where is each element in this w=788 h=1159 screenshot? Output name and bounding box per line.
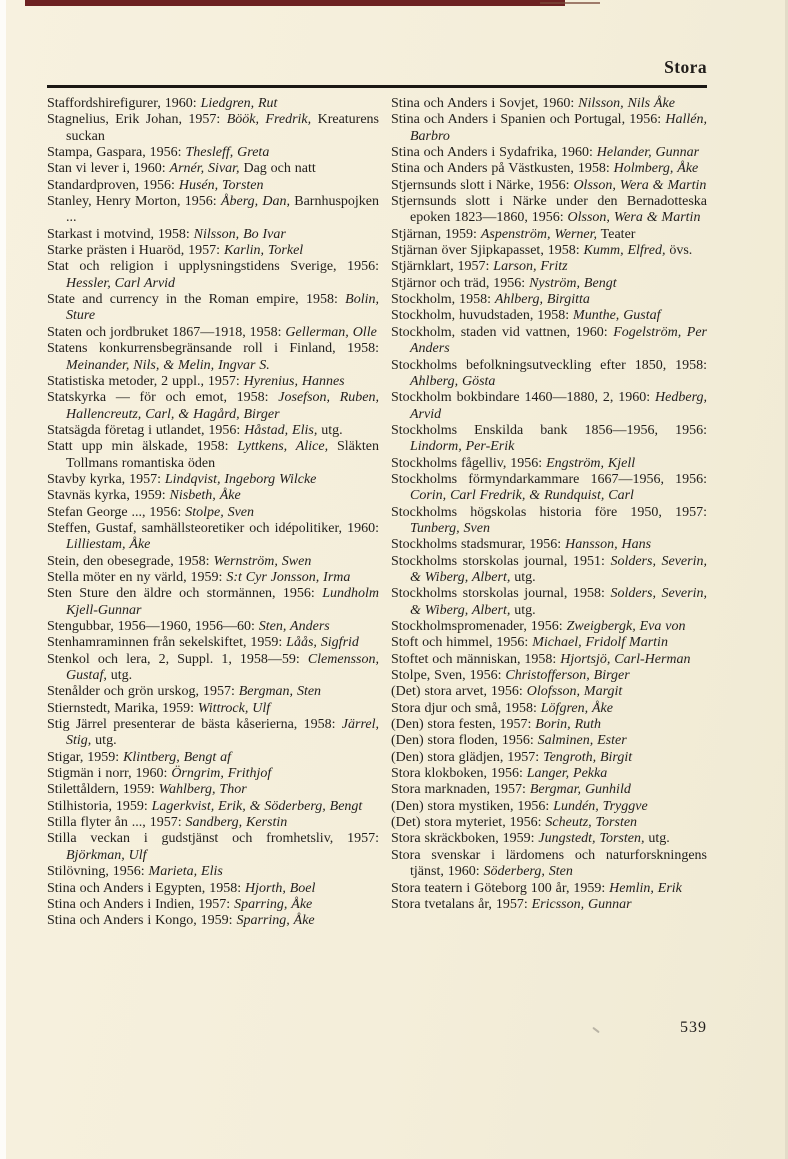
index-entry [391, 782, 707, 798]
entry-title-text: Stockholm, 1958: [391, 292, 495, 308]
entry-title-text: Stampa, Gaspara, 1956: [47, 145, 186, 161]
index-entry [47, 112, 379, 145]
entry-title-text: Stilettåldern, 1959: [47, 782, 159, 798]
entry-title-text: Stora svenskar i lärdomens och naturforskningens tjänst, 1960: [391, 847, 707, 880]
entry-title-text: Sten Sture den äldre och stormännen, 1956: [47, 586, 323, 602]
page-number: 539 [680, 1019, 707, 1036]
entry-title-text: Stein, den obesegrade, 1958: [47, 553, 214, 569]
entry-author-text: Åberg, Dan, [220, 194, 290, 210]
index-entry [47, 194, 379, 227]
index-entry [47, 472, 379, 488]
index-entry [47, 635, 379, 651]
entry-author-text: Husén, Torsten [178, 177, 264, 193]
footer [47, 1019, 707, 1037]
entry-author-text: Wittrock, Ulf [197, 700, 271, 716]
index-entry [47, 831, 379, 864]
entry-title-text: (Det) stora arvet, 1956: [391, 684, 527, 700]
entry-title-text: Stockholms stadsmurar, 1956: [391, 537, 566, 553]
entry-title-text: Statistiska metoder, 2 uppl., 1957: [47, 373, 244, 389]
index-entry [391, 766, 707, 782]
entry-title-text: Stengubbar, 1956—1960, 1956—60: [47, 619, 259, 634]
entry-title-text: utg. [106, 668, 133, 684]
index-entry [391, 292, 707, 308]
entry-author-text: Borin, Ruth [535, 717, 602, 733]
index-entry [391, 308, 707, 324]
entry-author-text: Lundén, Tryggve [553, 798, 648, 814]
entry-title-text: Stjernsunds slott i Närke under den Bernadotteska epoken 1823—1860, 1956: [391, 194, 707, 226]
entry-author-text: Fogelström, Per Anders [410, 324, 708, 357]
index-entry [391, 145, 707, 161]
entry-title-text: Barnhuspojken ... [66, 194, 379, 226]
index-entry [391, 635, 707, 651]
entry-author-text: Hyrenius, Hannes [243, 373, 345, 389]
entry-author-text: Hedberg, Arvid [410, 390, 707, 422]
entry-title-text: Stina och Anders i Egypten, 1958: [47, 880, 245, 896]
entry-title-text: utg. [510, 569, 536, 585]
entry-author-text: Ahlberg, Gösta [410, 373, 496, 389]
entry-author-text: Zweigbergk, Eva von [566, 619, 686, 634]
entry-title-text: övs. [665, 243, 693, 259]
entry-author-text: Örngrim, Frithjof [171, 766, 272, 782]
entry-author-text: Liedgren, Rut [200, 96, 278, 111]
entry-title-text: Stjärnklart, 1957: [391, 259, 494, 275]
index-entry [391, 848, 707, 881]
entry-title-text: Stina och Anders i Sydafrika, 1960: [391, 145, 597, 161]
entry-title-text: Stella möter en ny värld, 1959: [47, 569, 227, 585]
entry-title-text: Stora teatern i Göteborg 100 år, 1959: [391, 880, 610, 896]
entry-author-text: Lundholm Kjell-Gunnar [66, 586, 379, 618]
index-entry [47, 782, 379, 798]
entry-title-text: Starkast i motvind, 1958: [47, 226, 194, 242]
index-entry [47, 145, 379, 161]
entry-author-text: Christofferson, Birger [505, 668, 630, 684]
index-entry [391, 325, 707, 358]
entry-title-text: Stjärnan, 1959: [391, 226, 481, 242]
index-entry [391, 701, 707, 717]
entry-author-text: Olsson, Wera & Martin [573, 177, 707, 193]
entry-title-text: Stockholms förmyndarkammare 1667—1956, 1956: [391, 471, 707, 487]
entry-author-text: Nisbeth, Åke [169, 488, 241, 504]
header-rule [47, 85, 707, 88]
entry-author-text: Sparring, Åke [234, 896, 313, 912]
index-entry [47, 439, 379, 472]
entry-title-text: Stora skräckboken, 1959: [391, 831, 539, 847]
entry-author-text: Stolpe, Sven [185, 504, 255, 520]
index-entry [391, 652, 707, 668]
index-entry [391, 194, 707, 227]
entry-author-text: Lilliestam, Åke [66, 537, 151, 553]
entry-title-text: Stagnelius, Erik Johan, 1957: [47, 112, 227, 128]
entry-title-text: (Det) stora myteriet, 1956: [391, 815, 546, 831]
entry-author-text: Langer, Pekka [526, 766, 608, 782]
text-block [47, 46, 707, 930]
entry-author-text: Hessler, Carl Arvid [66, 275, 176, 291]
entry-author-text: Hemlin, Erik [609, 880, 682, 896]
entry-author-text: Solders, Severin, & Wiberg, Albert, [410, 553, 707, 585]
running-header-word: Stora [664, 57, 707, 77]
index-entry [391, 619, 707, 635]
entry-title-text: Standardproven, 1956: [47, 177, 179, 193]
index-entry [391, 96, 707, 112]
entry-author-text: Kumm, Elfred, [583, 243, 666, 259]
entry-author-text: Sten, Anders [258, 619, 330, 634]
index-entry [391, 897, 707, 913]
entry-title-text: Statsägda företag i utlandet, 1956: [47, 422, 245, 438]
entry-author-text: Klintberg, Bengt af [123, 749, 232, 765]
entry-author-text: Lyttkens, Alice, [237, 439, 329, 455]
left-column [47, 96, 379, 930]
index-entry [47, 864, 379, 880]
entry-author-text: Hansson, Hans [565, 537, 652, 553]
entry-author-text: Salminen, Ester [537, 733, 627, 749]
index-entry [47, 292, 379, 325]
index-entry [391, 390, 707, 423]
entry-author-text: Lindorm, Per-Erik [410, 439, 515, 455]
entry-title-text: Stan vi lever i, 1960: [47, 161, 170, 177]
entry-title-text: Steffen, Gustaf, samhällsteoretiker och idépolitiker, 1960: [47, 520, 379, 536]
entry-title-text: Kreaturens suckan [66, 112, 379, 144]
entry-title-text: (Den) stora festen, 1957: [391, 717, 536, 733]
entry-title-text: Stockholms befolkningsutveckling efter 1850, 1958: [391, 357, 707, 373]
entry-author-text: Engström, Kjell [546, 455, 636, 471]
index-entry [47, 619, 379, 635]
entry-title-text: Stora tvetalans år, 1957: [391, 896, 532, 912]
entry-title-text: Stockholm, staden vid vattnen, 1960: [391, 324, 614, 340]
entry-author-text: Solders, Severin, & Wiberg, Albert, [410, 586, 707, 618]
page-left-edge [0, 0, 6, 1159]
entry-author-text: Marieta, Elis [148, 864, 223, 880]
entry-author-text: Clemensson, Gustaf, [66, 651, 379, 684]
index-entry [391, 276, 707, 292]
index-entry [391, 684, 707, 700]
running-header [47, 46, 707, 78]
entry-title-text: State and currency in the Roman empire, 1958: [47, 292, 346, 308]
entry-author-text: Arnér, Sivar, [169, 161, 240, 177]
entry-author-text: S:t Cyr Jonsson, Irma [226, 569, 351, 585]
index-entry [47, 374, 379, 390]
entry-author-text: Thesleff, Greta [185, 145, 270, 161]
entry-title-text: Starke prästen i Huaröd, 1957: [47, 243, 224, 259]
index-entry [47, 815, 379, 831]
entry-author-text: Munthe, Gustaf [573, 308, 661, 324]
index-entry [391, 799, 707, 815]
entry-title-text: Stilövning, 1956: [47, 864, 149, 880]
entry-title-text: Stockholms storskolas journal, 1951: [391, 553, 611, 569]
entry-author-text: Låås, Sigfrid [286, 635, 359, 651]
entry-title-text: Stig Järrel presenterar de bästa kåserierna, 1958: [47, 717, 342, 733]
entry-title-text: Staffordshirefigurer, 1960: [47, 96, 201, 111]
entry-author-text: Nyström, Bengt [529, 275, 617, 291]
entry-title-text: Stora djur och små, 1958: [391, 700, 541, 716]
entry-title-text: Stenhamraminnen från sekelskiftet, 1959: [47, 635, 287, 651]
entry-author-text: Holmberg, Åke [613, 161, 699, 177]
entry-title-text: (Den) stora glädjen, 1957: [391, 749, 544, 765]
entry-author-text: Michael, Fridolf Martin [532, 635, 668, 651]
index-entry [391, 815, 707, 831]
scan-edge-strip [25, 0, 565, 6]
index-entry [391, 831, 707, 847]
entry-author-text: Wahlberg, Thor [158, 782, 247, 798]
entry-title-text: Stenålder och grön urskog, 1957: [47, 684, 239, 700]
entry-title-text: Staten och jordbruket 1867—1918, 1958: [47, 324, 286, 340]
entry-title-text: Stilhistoria, 1959: [47, 798, 152, 814]
entry-title-text: Stockholms fågelliv, 1956: [391, 455, 547, 471]
index-entry [47, 341, 379, 374]
entry-title-text: Teater [597, 226, 636, 242]
entry-title-text: Stockholm bokbindare 1460—1880, 2, 1960: [391, 390, 656, 406]
entry-author-text: Larson, Fritz [493, 259, 568, 275]
entry-title-text: (Den) stora mystiken, 1956: [391, 798, 554, 814]
entry-title-text: Statskyrka — för och emot, 1958: [47, 390, 279, 406]
entry-title-text: Stjärnan över Sjipkapasset, 1958: [391, 243, 584, 259]
entry-title-text: Stiernstedt, Marika, 1959: [47, 700, 198, 716]
entry-author-text: Wernström, Swen [213, 553, 312, 569]
right-column [391, 96, 707, 930]
index-entry [391, 750, 707, 766]
entry-title-text: Stanley, Henry Morton, 1956: [47, 194, 221, 210]
index-entry [391, 505, 707, 538]
entry-title-text: Stina och Anders i Indien, 1957: [47, 896, 235, 912]
entry-title-text: utg. [317, 422, 343, 438]
index-entry [47, 554, 379, 570]
entry-title-text: Stora klokboken, 1956: [391, 766, 527, 782]
index-entry [47, 684, 379, 700]
index-entry [47, 586, 379, 619]
entry-title-text: Stoftet och människan, 1958: [391, 651, 561, 667]
entry-title-text: utg. [510, 602, 536, 618]
entry-author-text: Meinander, Nils, & Melin, Ingvar S. [66, 357, 270, 373]
entry-title-text: Stina och Anders i Sovjet, 1960: [391, 96, 579, 111]
index-entry [391, 668, 707, 684]
entry-author-text: Hjorth, Boel [245, 880, 316, 896]
index-entry [391, 423, 707, 456]
index-entry [47, 717, 379, 750]
entry-title-text: Stockholms Enskilda bank 1856—1956, 1956: [391, 422, 707, 438]
entry-title-text: (Den) stora floden, 1956: [391, 733, 538, 749]
entry-author-text: Scheutz, Torsten [545, 815, 638, 831]
index-entry [391, 358, 707, 391]
index-entry [391, 881, 707, 897]
index-entry [47, 96, 379, 112]
entry-title-text: Statens konkurrensbegränsande roll i Finland, 1958: [47, 341, 379, 357]
entry-author-text: Bergman, Sten [238, 684, 322, 700]
entry-title-text: utg. [91, 733, 117, 749]
entry-author-text: Olofsson, Margit [526, 684, 623, 700]
entry-title-text: Stina och Anders i Spanien och Portugal, 1956: [391, 112, 666, 128]
index-entry [47, 227, 379, 243]
entry-title-text: Stigmän i norr, 1960: [47, 766, 172, 782]
entry-author-text: Böök, Fredrik, [226, 112, 312, 128]
index-entry [391, 586, 707, 619]
entry-title-text: Stoft och himmel, 1956: [391, 635, 533, 651]
scan-edge-strip-thin [540, 2, 600, 4]
index-entry [391, 554, 707, 587]
entry-title-text: Stolpe, Sven, 1956: [391, 668, 506, 684]
entry-author-text: Hjortsjö, Carl-Herman [560, 651, 691, 667]
index-entry [47, 243, 379, 259]
entry-author-text: Jungstedt, Torsten, [538, 831, 645, 847]
entry-author-text: Björkman, Ulf [66, 847, 147, 863]
entry-title-text: Stefan George ..., 1956: [47, 504, 186, 520]
entry-author-text: Helander, Gunnar [596, 145, 700, 161]
entry-author-text: Tengroth, Birgit [543, 749, 633, 765]
entry-title-text: utg. [644, 831, 670, 847]
entry-author-text: Bolin, Sture [66, 292, 379, 324]
index-entry [47, 390, 379, 423]
index-entry [47, 521, 379, 554]
entry-title-text: Stjärnor och träd, 1956: [391, 275, 530, 291]
entry-title-text: Stora marknaden, 1957: [391, 782, 530, 798]
index-entry [47, 505, 379, 521]
index-entry [47, 488, 379, 504]
index-entry [391, 161, 707, 177]
index-entry [47, 701, 379, 717]
entry-title-text: Stenkol och lera, 2, Suppl. 1, 1958—59: [47, 651, 308, 667]
index-entry [47, 881, 379, 897]
index-entry [391, 112, 707, 145]
entry-title-text: Stigar, 1959: [47, 749, 124, 765]
entry-title-text: Stavnäs kyrka, 1959: [47, 488, 170, 504]
entry-title-text: Stockholms storskolas journal, 1958: [391, 586, 611, 602]
entry-author-text: Sparring, Åke [236, 913, 315, 929]
index-entry [391, 472, 707, 505]
entry-title-text: Statt upp min älskade, 1958: [47, 439, 238, 455]
index-entry [47, 897, 379, 913]
entry-title-text: Stockholmspromenader, 1956: [391, 619, 567, 634]
entry-title-text: Stjernsunds slott i Närke, 1956: [391, 177, 574, 193]
entry-author-text: Ahlberg, Birgitta [494, 292, 590, 308]
entry-author-text: Gellerman, Olle [285, 324, 377, 340]
entry-title-text: Stat och religion i upplysningstidens Sverige, 1956: [47, 259, 379, 275]
entry-author-text: Löfgren, Åke [540, 700, 613, 716]
entry-title-text: Stina och Anders på Västkusten, 1958: [391, 161, 614, 177]
entry-title-text: Stina och Anders i Kongo, 1959: [47, 913, 237, 929]
index-entry [47, 259, 379, 292]
entry-author-text: Olsson, Wera & Martin [567, 210, 701, 226]
index-entry [47, 570, 379, 586]
entry-author-text: Lindqvist, Ingeborg Wilcke [164, 471, 317, 487]
index-entry [391, 227, 707, 243]
entry-author-text: Hallén, Barbro [410, 112, 707, 144]
entry-title-text: Stavby kyrka, 1957: [47, 471, 165, 487]
entry-title-text: Släkten Tollmans romantiska öden [66, 439, 379, 471]
index-entry [391, 537, 707, 553]
entry-author-text: Sandberg, Kerstin [185, 815, 288, 831]
entry-author-text: Lagerkvist, Erik, & Söderberg, Bengt [151, 798, 363, 814]
index-entry [47, 913, 379, 929]
entry-author-text: Håstad, Elis, [244, 422, 318, 438]
entry-author-text: Nilsson, Bo Ivar [193, 226, 286, 242]
entry-title-text: Stockholms högskolas historia före 1950, 1957: [391, 504, 707, 520]
index-entry [391, 733, 707, 749]
index-entry [391, 178, 707, 194]
index-entry [47, 799, 379, 815]
entry-author-text: Järrel, Stig, [66, 717, 379, 749]
entry-author-text: Söderberg, Sten [483, 864, 573, 880]
entry-author-text: Karlin, Torkel [223, 243, 304, 259]
index-entry [47, 161, 379, 177]
entry-title-text: Stockholm, huvudstaden, 1958: [391, 308, 574, 324]
entry-author-text: Corin, Carl Fredrik, & Rundquist, Carl [410, 488, 634, 504]
index-entry [391, 456, 707, 472]
index-entry [47, 178, 379, 194]
entry-title-text: Dag och natt [239, 161, 316, 177]
entry-author-text: Aspenström, Werner, [480, 226, 598, 242]
index-entry [391, 259, 707, 275]
entry-author-text: Bergmar, Gunhild [529, 782, 631, 798]
index-entry [47, 652, 379, 685]
entry-title-text: Stilla veckan i gudstjänst och fromhetsliv, 1957: [47, 831, 379, 847]
index-entry [47, 423, 379, 439]
entry-title-text: Stilla flyter ån ..., 1957: [47, 815, 186, 831]
index-entry [47, 325, 379, 341]
entry-author-text: Tunberg, Sven [410, 520, 490, 536]
index-entry [47, 766, 379, 782]
entry-author-text: Nilsson, Nils Åke [578, 96, 675, 111]
entry-author-text: Josefson, Ruben, Hallencreutz, Carl, & Hagård, Birger [66, 390, 379, 422]
index-entry [391, 243, 707, 259]
index-entry [391, 717, 707, 733]
index-columns [47, 96, 707, 930]
index-entry [47, 750, 379, 766]
entry-author-text: Ericsson, Gunnar [531, 896, 632, 912]
